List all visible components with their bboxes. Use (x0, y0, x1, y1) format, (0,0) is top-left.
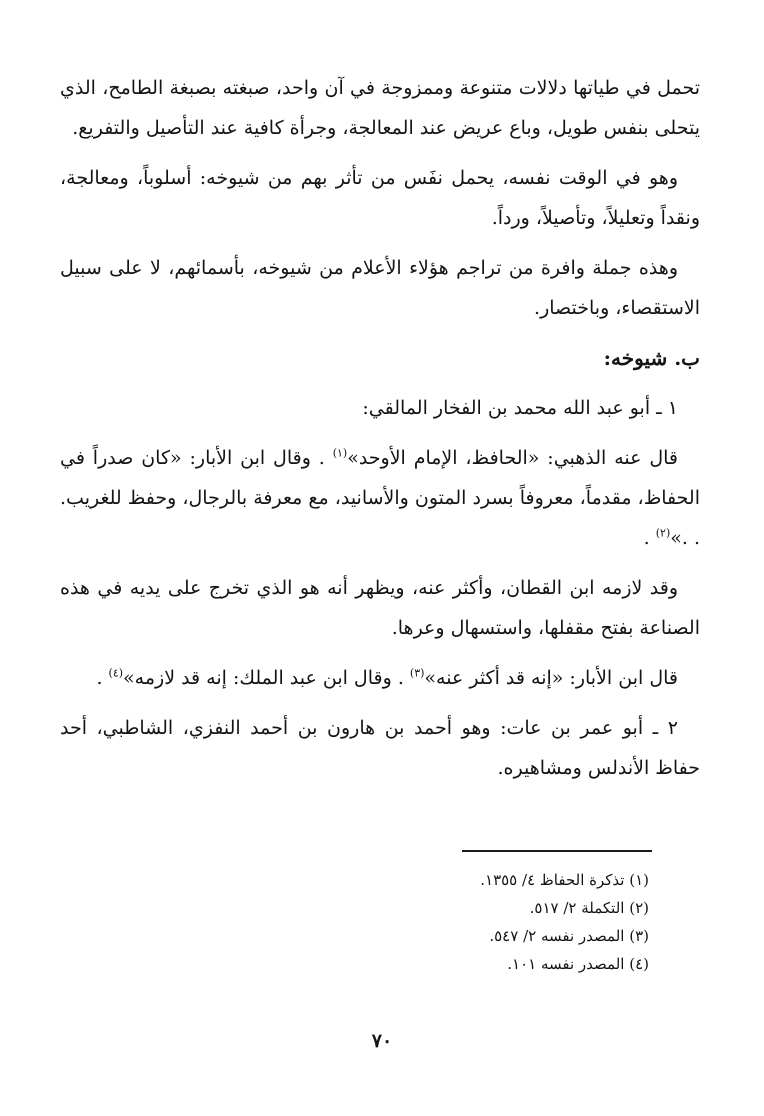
sheikh-1-quote-abbar (60, 658, 700, 698)
paragraph-style: وهو في الوقت نفسه، يحمل نفَس من تأثر بهم من شيوخه: أسلوباً، ومعالجة، ونقداً وتعليلاً، وتأصيلاً، ورداً. (60, 167, 700, 229)
quote-abbar-lead: قال ابن الأبار: «إنه قد أكثر عنه» (424, 667, 678, 689)
footnotes (249, 866, 649, 978)
section-heading: ب. شيوخه: (603, 346, 700, 370)
quote-end-2: . (96, 667, 103, 689)
paragraph-biographies: وهذه جملة وافرة من تراجم هؤلاء الأعلام من شيوخه، بأسمائهم، لا على سبيل الاستقصاء، وباختصار. (60, 257, 700, 319)
sheikh-1-student-note: وقد لازمه ابن القطان، وأكثر عنه، ويظهر أنه هو الذي تخرج على يديه في هذه الصناعة بفتح مقفلها، واستسهال وعرها. (60, 577, 700, 639)
quote-abbar-text: . وقال ابن الأبار: «كان صدراً في الحفاظ، مقدماً، معروفاً بسرد المتون والأسانيد، مع معرفة بالرجال، وحفظ للغريب. . .» (60, 447, 700, 549)
footnote-divider (462, 850, 652, 852)
quote-abdulmalik: . وقال ابن عبد الملك: إنه قد لازمه» (123, 667, 404, 689)
quote-dhahabi-lead: قال عنه الذهبي: «الحافظ، الإمام الأوحد» (347, 447, 678, 469)
footnote-ref-4: (٤) (108, 666, 124, 680)
quote-end: . (643, 527, 650, 549)
paragraph-intro: تحمل في طياتها دلالات متنوعة وممزوجة في آن واحد، صبغته بصبغة الطامح، الذي يتحلى بنفس طويل، وباع عريض عند المعالجة، وجرأة كافية عند التأصيل والتفريع. (60, 77, 700, 139)
sheikh-1-title: ١ ـ أبو عبد الله محمد بن الفخار المالقي: (362, 397, 678, 419)
page-number: ٧٠ (371, 1030, 393, 1052)
sheikh-2-entry: ٢ ـ أبو عمر بن عات: وهو أحمد بن هارون بن أحمد النفزي، الشاطبي، أحد حفاظ الأندلس ومشاهيره. (60, 717, 700, 779)
footnote-ref-3: (٣) (409, 666, 425, 680)
footnote-3: (٣) المصدر نفسه ٢/ ٥٤٧. (489, 927, 649, 945)
footnote-2: (٢) التكملة ٢/ ٥١٧. (529, 899, 649, 917)
footnote-ref-2: (٢) (655, 526, 671, 540)
footnote-1: (١) تذكرة الحفاظ ٤/ ١٣٥٥. (480, 871, 649, 889)
footnote-ref-1: (١) (332, 446, 348, 460)
footnote-4: (٤) المصدر نفسه ١٠١. (507, 955, 649, 973)
page-body (60, 68, 700, 798)
sheikh-1-quote-dhahabi (60, 438, 700, 558)
